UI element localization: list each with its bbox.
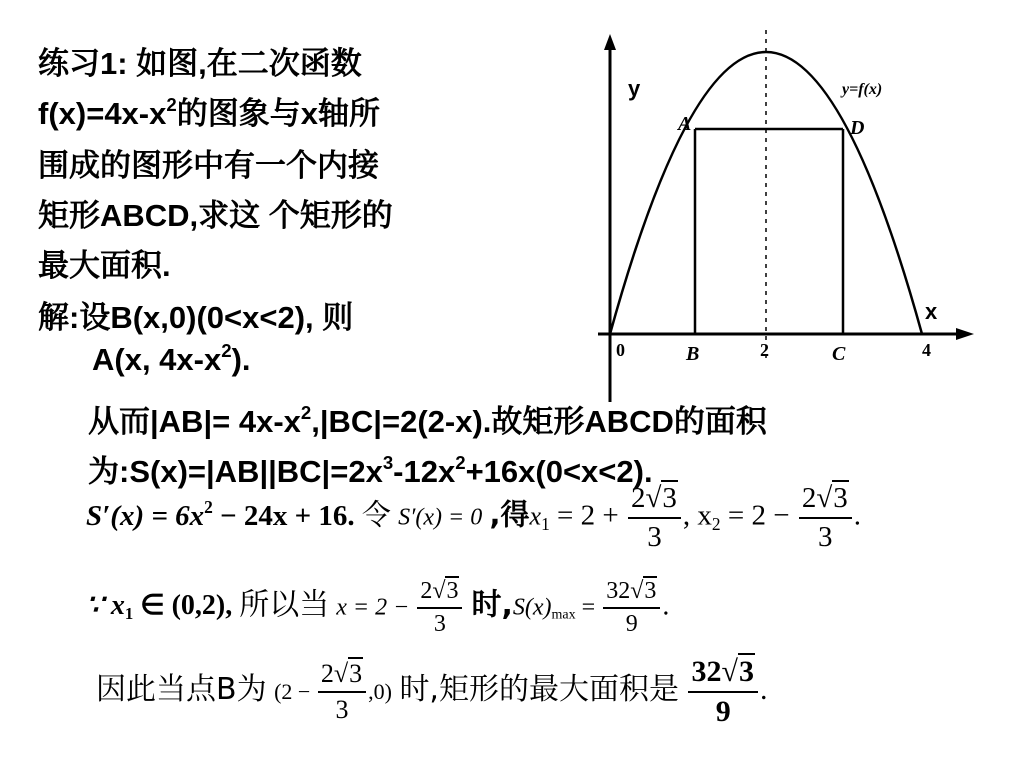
point-B-label: B: [686, 343, 700, 365]
problem-line-1: 练习1: 如图,在二次函数: [38, 46, 362, 81]
solution-line-1: 解:设B(x,0)(0<x<2), 则: [38, 300, 354, 335]
derivative-line: $S'(x) = 6x^2 - 24x + 16$. 令 S′(x) = 0 ,得$x_1 = 2$ + $\frac{2√3}{3}$ , $x_2 = 2$ − $\frac{2√3}{3}$ .: [86, 482, 862, 553]
problem-line-5: 最大面积.: [38, 248, 171, 283]
y-axis-label: y: [628, 76, 641, 101]
solution-line-3: 从而$|AB|= 4x-x^2,|BC|=2(2-x)$.故矩形ABCD的面积: [88, 401, 767, 439]
tick-2: 2: [760, 340, 769, 360]
x-axis-label: x: [925, 299, 938, 324]
because-line: ∵ $x_1$ ∈ (0,2), 所以当 x = 2 − $\frac{2√3}{3}$ 时$,S(x)_{max}$ = $\frac{32√3}{9}$ .: [86, 578, 670, 637]
y-axis-arrow: [604, 34, 616, 50]
problem-line-2: $f(x)=4x-x^2$的图象与x轴所: [38, 93, 380, 131]
point-C-label: C: [832, 343, 846, 365]
tick-0: 0: [616, 340, 625, 360]
problem-line-3: 围成的图形中有一个内接: [38, 148, 379, 183]
solution-line-2: A(x, $4x-x^2$).: [92, 339, 251, 377]
point-A-label: A: [678, 113, 692, 135]
x-axis-arrow: [956, 328, 974, 340]
solution-line-4: 为$:S(x)=|AB||BC|=2x^3-12x^2+16x(0<x<2)$.: [88, 451, 653, 489]
problem-line-4: 矩形ABCD,求这 个矩形的: [38, 198, 393, 233]
parabola-graph: [590, 30, 980, 410]
conclusion-line: 因此当点B为 (2 − $\frac{2√3}{3}$ ,0) 时,矩形的最大面积是 $\frac{32√3}{9}$ .: [96, 655, 768, 728]
point-D-label: D: [850, 117, 865, 139]
function-label: y=f(x): [842, 81, 883, 98]
tick-4: 4: [922, 340, 931, 360]
